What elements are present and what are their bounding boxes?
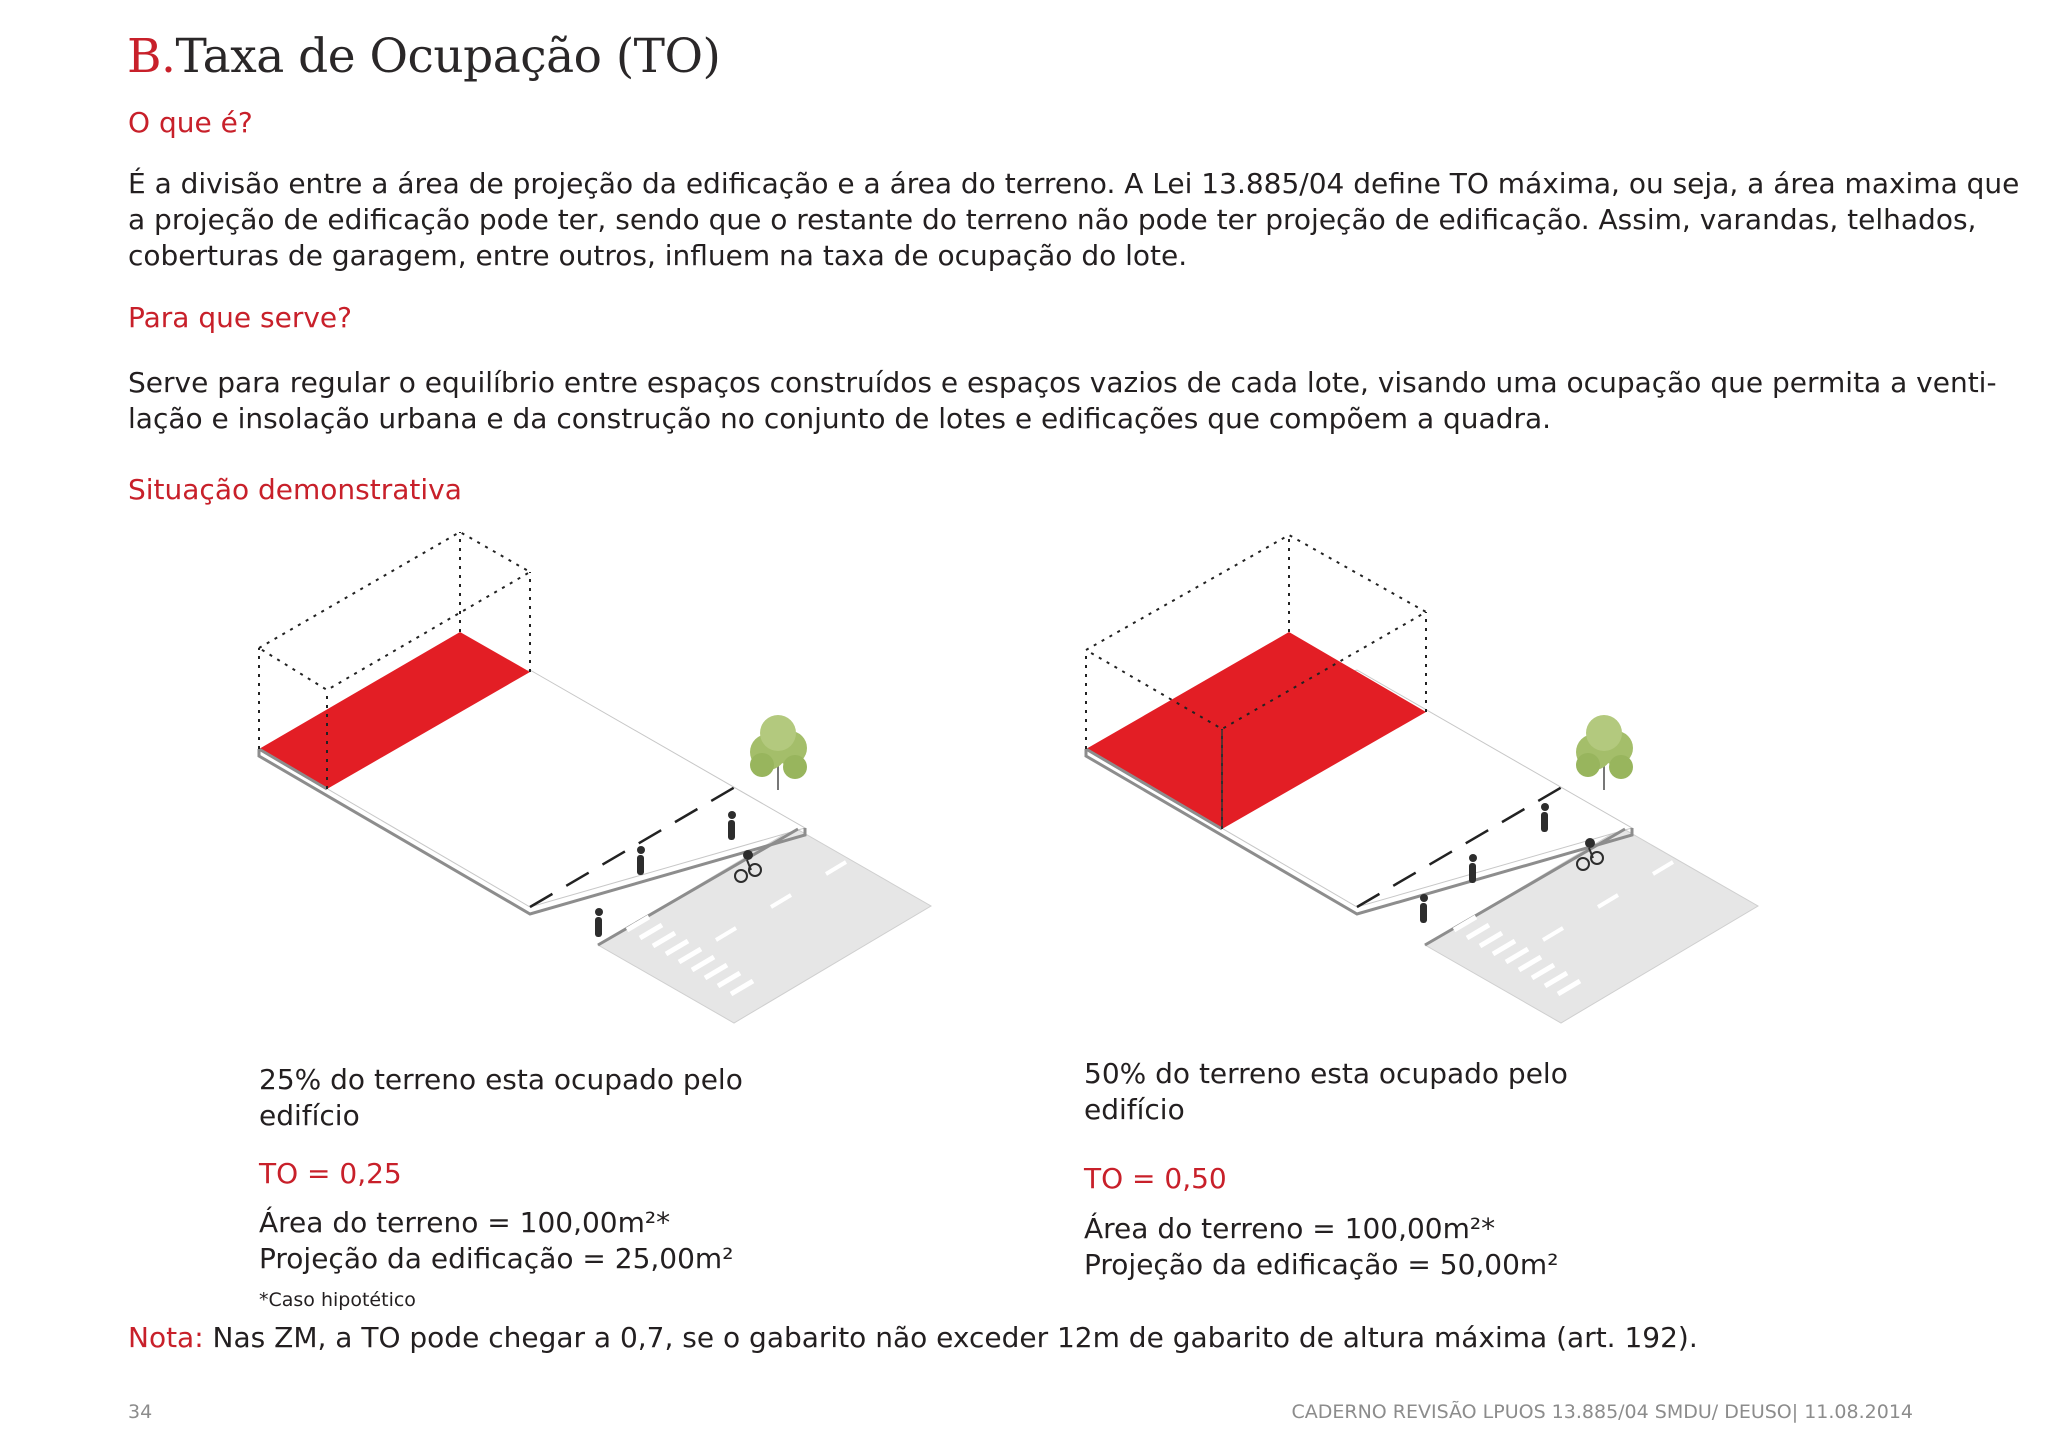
footer-source: CADERNO REVISÃO LPUOS 13.885/04 SMDU/ DEUSO| 11.08.2014 — [1291, 1401, 1913, 1423]
areas-right — [1084, 1211, 1558, 1283]
area-line: Área do terreno = 100,00m²* — [1084, 1212, 1496, 1245]
caption-line: 50% do terreno esta ocupado pelo — [1084, 1057, 1568, 1090]
paragraph-line: a projeção de edificação pode ter, sendo que o restante do terreno não pode ter projeção de edificação. Assim, varandas, telhados, — [128, 203, 1977, 236]
note-text: Nas ZM, a TO pode chegar a 0,7, se o gabarito não exceder 12m de gabarito de altura máxima (art. 192). — [203, 1321, 1698, 1354]
section-letter: B. — [127, 29, 176, 84]
heading-purpose: Para que serve? — [128, 301, 352, 334]
paragraph-line: É a divisão entre a área de projeção da edificação e a área do terreno. A Lei 13.885/04 define TO máxima, ou seja, a área maxima que — [128, 167, 2020, 200]
page-number: 34 — [128, 1401, 153, 1423]
caption-left — [259, 1062, 743, 1134]
area-line: Projeção da edificação = 50,00m² — [1084, 1248, 1559, 1281]
note — [128, 1320, 1698, 1356]
area-line: Área do terreno = 100,00m²* — [259, 1206, 671, 1239]
paragraph-line: coberturas de garagem, entre outros, influem na taxa de ocupação do lote. — [128, 239, 1188, 272]
diagram-25-percent — [259, 532, 931, 1023]
areas-left — [259, 1205, 733, 1277]
to-value-right: TO = 0,50 — [1084, 1162, 1227, 1195]
caption-line: 25% do terreno esta ocupado pelo — [259, 1063, 743, 1096]
title-text: Taxa de Ocupação (TO) — [175, 29, 721, 84]
heading-demo: Situação demonstrativa — [128, 473, 462, 506]
caption-right — [1084, 1056, 1568, 1128]
footnote: *Caso hipotético — [259, 1289, 416, 1311]
tree-icon — [1576, 715, 1633, 790]
heading-what: O que é? — [128, 106, 253, 139]
tree-icon — [750, 715, 807, 790]
caption-line: edifício — [1084, 1093, 1185, 1126]
paragraph-line: Serve para regular o equilíbrio entre espaços construídos e espaços vazios de cada lote, visando uma ocupação que permita a venti- — [128, 366, 1997, 399]
note-label: Nota: — [128, 1321, 204, 1354]
diagram-50-percent — [1086, 535, 1758, 1023]
caption-line: edifício — [259, 1099, 360, 1132]
area-line: Projeção da edificação = 25,00m² — [259, 1242, 734, 1275]
to-value-left: TO = 0,25 — [259, 1157, 402, 1190]
paragraph-line: lação e insolação urbana e da construção no conjunto de lotes e edificações que compõem a quadra. — [128, 402, 1552, 435]
